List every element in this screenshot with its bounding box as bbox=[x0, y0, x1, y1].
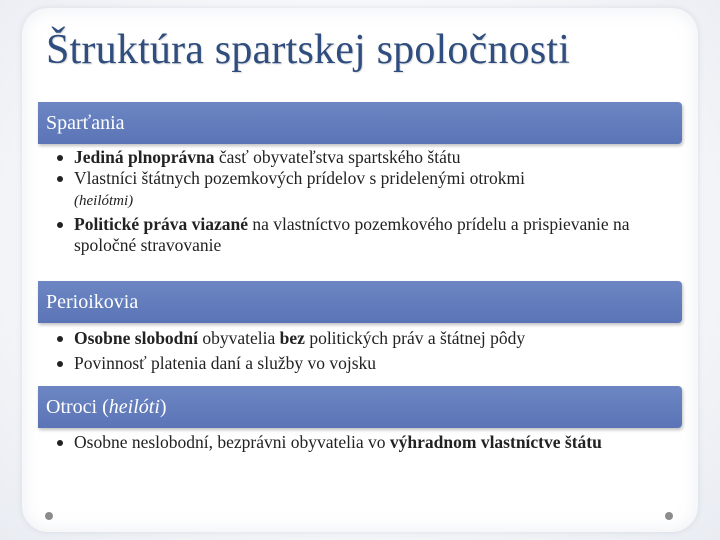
bullet-icon bbox=[57, 222, 63, 228]
list-spartiates bbox=[48, 147, 678, 256]
list-item bbox=[48, 168, 678, 212]
item-bold: Osobne slobodní bbox=[74, 328, 199, 348]
item-paren-close: ) bbox=[128, 193, 134, 209]
corner-dot-icon bbox=[665, 512, 673, 520]
bullet-icon bbox=[57, 176, 63, 182]
section-header-perioikoi: Perioikovia bbox=[38, 281, 682, 323]
bullet-icon bbox=[57, 440, 63, 446]
item-text: na vlastníctvo pozemkového prídelu a prispievanie na spoločné stravovanie bbox=[74, 214, 630, 255]
item-text-2: politických práv a štátnej pôdy bbox=[304, 328, 526, 348]
slide-frame bbox=[22, 8, 698, 532]
item-bold-2: bez bbox=[279, 328, 305, 348]
item-text: obyvatelia bbox=[198, 328, 280, 348]
section-header-italic: heilóti bbox=[108, 396, 160, 418]
list-item bbox=[48, 353, 678, 374]
item-subline bbox=[74, 189, 678, 212]
item-text: Osobne neslobodní, bezprávni obyvatelia vo bbox=[74, 432, 390, 452]
bullet-icon bbox=[57, 336, 63, 342]
section-header-helots bbox=[38, 386, 682, 428]
section-header-spartiates: Sparťania bbox=[38, 102, 682, 144]
list-helots bbox=[48, 432, 678, 453]
list-perioikoi bbox=[48, 328, 678, 374]
bullet-icon bbox=[57, 361, 63, 367]
bullet-icon bbox=[57, 155, 63, 161]
list-item bbox=[48, 147, 678, 168]
item-text: Vlastníci štátnych pozemkových prídelov s pridelenými otrokmi bbox=[74, 168, 526, 188]
item-bold: Jediná plnoprávna bbox=[74, 147, 215, 167]
list-item bbox=[48, 214, 678, 256]
list-item bbox=[48, 432, 678, 453]
item-bold: Politické práva viazané bbox=[74, 214, 249, 234]
section-header-pre: Otroci ( bbox=[46, 396, 109, 418]
item-text: časť obyvateľstva spartského štátu bbox=[214, 147, 461, 167]
item-text: Povinnosť platenia daní a služby vo vojsku bbox=[74, 353, 377, 373]
item-paren-open: ( bbox=[74, 193, 79, 209]
section-header-post: ) bbox=[159, 396, 167, 418]
list-item bbox=[48, 328, 678, 349]
item-italic: heilótmi bbox=[79, 193, 129, 209]
slide-title: Štruktúra spartskej spoločnosti bbox=[46, 27, 571, 73]
corner-dot-icon bbox=[45, 512, 53, 520]
item-bold: výhradnom vlastníctve štátu bbox=[389, 432, 602, 452]
